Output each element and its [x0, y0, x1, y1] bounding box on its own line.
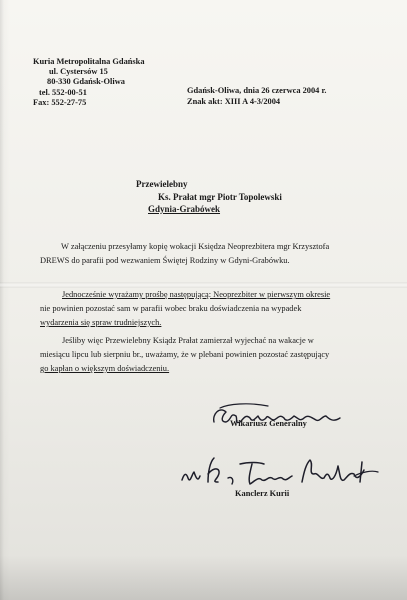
title-vicar-general: Wikariusz Generalny: [230, 419, 307, 428]
sender-phone: tel. 552-00-51: [39, 87, 87, 97]
page-shadow: [0, 555, 407, 600]
paragraph-2-line-2: nie powinien pozostać sam w parafii wobec braku doświadczenia na wypadek: [40, 304, 302, 313]
sender-city: 80-330 Gdańsk-Oliwa: [47, 77, 125, 87]
paragraph-1: [61, 240, 329, 254]
paragraph-2: [62, 288, 330, 302]
paragraph-3-line-3: go kapłan o większym doświadczeniu.: [40, 364, 170, 373]
title-chancellor: Kanclerz Kurii: [235, 489, 290, 498]
paragraph-3: [62, 334, 314, 348]
reference-number: Znak akt: XIII A 4-3/2004: [187, 96, 281, 106]
addressee-location: Gdynia-Grabówek: [148, 204, 221, 214]
paragraph-3-line-2: miesiącu lipcu lub sierpniu br., uważamy, że w plebani powinien pozostać zastępujący: [40, 350, 330, 359]
sender-address-block: [33, 57, 145, 108]
paragraph-2-line-3: wydarzenia się spraw trudniejszych.: [40, 318, 162, 327]
addressee-salutation: Przewielebny: [136, 179, 188, 189]
paragraph-2-cont: [40, 302, 301, 330]
paragraph-2-line-1: Jednocześnie wyrażamy prośbę następującą: Neoprezbiter w pierwszym okresie: [62, 290, 331, 299]
paragraph-3-cont: [40, 348, 329, 376]
paragraph-1-cont: [40, 254, 290, 268]
paragraph-1-line-1: W załączeniu przesyłamy kopię wokacji Księdza Neoprezbitera mgr Krzysztofa: [61, 242, 330, 251]
sender-street: ul. Cystersów 15: [49, 67, 108, 77]
addressee-name: Ks. Prałat mgr Piotr Topolewski: [158, 191, 282, 202]
date-reference-block: [187, 86, 327, 107]
letter-date: Gdańsk-Oliwa, dnia 26 czerwca 2004 r.: [187, 86, 327, 95]
paragraph-1-line-2: DREWS do parafii pod wezwaniem Świętej Rodziny w Gdyni-Grabówku.: [40, 256, 290, 265]
sender-name: Kuria Metropolitalna Gdańska: [33, 57, 145, 66]
paragraph-3-line-1: Jeśliby więc Przewielebny Ksiądz Prałat zamierzał wyjechać na wakacje w: [62, 336, 314, 345]
addressee-block: [0, 178, 282, 216]
sender-fax: Fax: 552-27-75: [33, 97, 87, 107]
